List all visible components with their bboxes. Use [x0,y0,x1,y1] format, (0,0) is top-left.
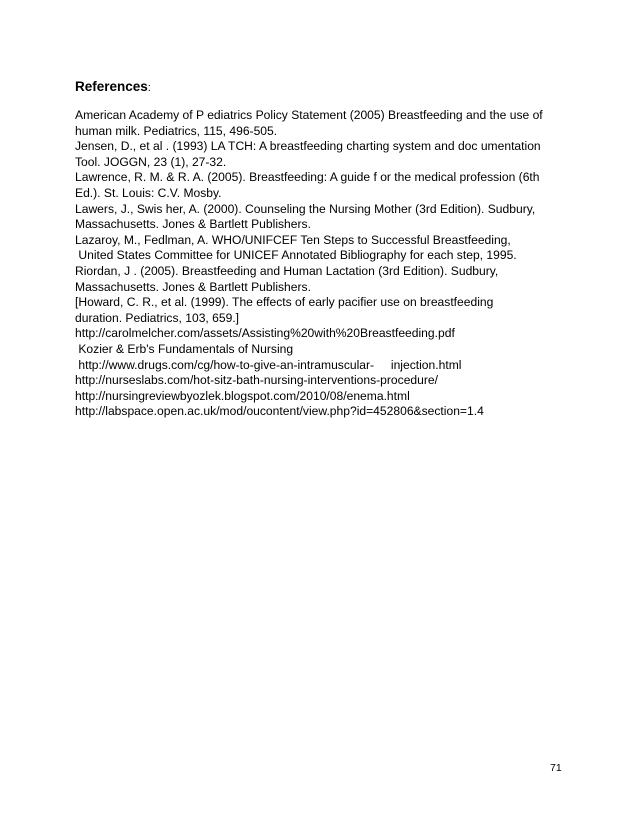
reference-link: http://nurseslabs.com/hot-sitz-bath-nursing-interventions-procedure/ [75,373,438,388]
reference-line: duration. Pediatrics, 103, 659.] [75,310,240,325]
references-title: References [75,79,148,94]
reference-list [75,108,575,420]
reference-line: human milk. Pediatrics, 115, 496-505. [75,123,278,138]
references-heading [75,79,151,94]
reference-line: Massachusetts. Jones & Bartlett Publishers. [75,279,311,294]
reference-line: Lazaroy, M., Fedlman, A. WHO/UNIFCEF Ten Steps to Successful Breastfeeding, [75,232,511,247]
reference-link: http://nursingreviewbyozlek.blogspot.com/2010/08/enema.html [75,388,410,403]
reference-line: [Howard, C. R., et al. (1999). The effects of early pacifier use on breastfeeding [75,295,494,310]
reference-line: Lawrence, R. M. & R. A. (2005). Breastfeeding: A guide f or the medical profession (6th [75,170,540,185]
reference-link: http://labspace.open.ac.uk/mod/oucontent/view.php?id=452806&section=1.4 [75,404,484,419]
reference-link: http://www.drugs.com/cg/how-to-give-an-intramuscular- injection.html [75,357,462,372]
reference-line: Tool. JOGGN, 23 (1), 27-32. [75,154,227,169]
reference-line: United States Committee for UNICEF Annotated Bibliography for each step, 1995. [75,248,517,263]
reference-line: Kozier & Erb's Fundamentals of Nursing [75,341,294,356]
references-colon: : [147,82,151,94]
reference-line: Ed.). St. Louis: C.V. Mosby. [75,185,222,200]
reference-line: American Academy of P ediatrics Policy Statement (2005) Breastfeeding and the use of [75,108,543,122]
page-number: 71 [550,762,562,774]
reference-line: Lawers, J., Swis her, A. (2000). Counseling the Nursing Mother (3rd Edition). Sudbury, [75,201,536,216]
reference-line: Massachusetts. Jones & Bartlett Publishers. [75,217,311,232]
reference-link: http://carolmelcher.com/assets/Assisting%20with%20Breastfeeding.pdf [75,326,455,341]
reference-line: Riordan, J . (2005). Breastfeeding and Human Lactation (3rd Edition). Sudbury, [75,263,499,278]
reference-line: Jensen, D., et al . (1993) LA TCH: A breastfeeding charting system and doc umentation [75,139,541,154]
